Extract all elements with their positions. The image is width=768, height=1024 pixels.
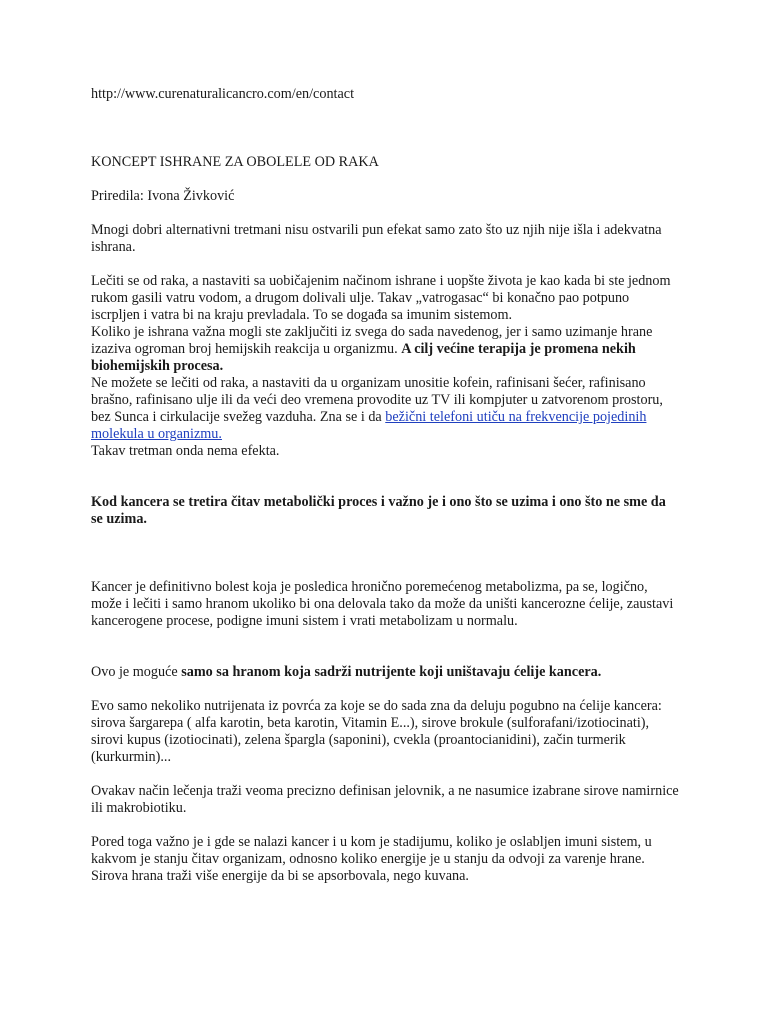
paragraph-no-effect: Takav tretman onda nema efekta.: [91, 443, 280, 459]
paragraph-nutrition-text: Koliko je ishrana važna mogli ste zaključiti iz svega do sada navedenog, jer i samo uzimanje hrane izaziva ogroman broj hemijskih reakcija u organizmu.: [91, 324, 653, 357]
paragraph-possible-bold: samo sa hranom koja sadrži nutrijente koji uništavaju ćelije kancera.: [181, 664, 602, 680]
paragraph-fire-analogy: Lečiti se od raka, a nastaviti sa uobičajenim načinom ishrane i uopšte života je kao kada bi ste jednom rukom gasili vatru vodom, a drugom dolivali ulje. Takav „vatrogasac“ bi konačno pao potpuno iscrpljen i vatra bi na kraju prevladala. To se događa sa imunim sistemom.: [91, 273, 671, 323]
paragraph-menu: Ovakav način lečenja traži veoma precizno definisan jelovnik, a ne nasumice izabrane sirove namirnice ili makrobiotiku.: [91, 783, 679, 816]
paragraph-lifestyle: [91, 375, 681, 443]
paragraph-possible-text: Ovo je moguće: [91, 664, 182, 680]
wireless-phones-link[interactable]: bežični telefoni utiču na frekvencije pojedinih molekula u organizmu.: [91, 409, 647, 442]
document-title: KONCEPT ISHRANE ZA OBOLELE OD RAKA: [91, 154, 379, 170]
author-line: Priredila: Ivona Živković: [91, 188, 235, 204]
document-page: [91, 86, 681, 885]
paragraph-possible: [91, 664, 681, 681]
paragraph-intro: Mnogi dobri alternativni tretmani nisu ostvarili pun efekat samo zato što uz njih nije išla i adekvatna ishrana.: [91, 222, 662, 255]
paragraph-nutrients: Evo samo nekoliko nutrijenata iz povrća za koje se do sada zna da deluju pogubno na ćelije kancera: sirova šargarepa ( alfa karotin, beta karotin, Vitamin E...), sirove brokule (sulforafani/izotiocinati), sirovi kupus (izotiocinati), zelena špargla (saponini), cvekla (proantocianidini), začin turmerik (kurkurmin)...: [91, 698, 662, 765]
metabolic-process-bold: Kod kancera se tretira čitav metabolički proces i važno je i ono što se uzima i ono što ne sme da se uzima.: [91, 494, 666, 527]
paragraph-cancer-definition: Kancer je definitivno bolest koja je posledica hronično poremećenog metabolizma, pa se, logično, može i lečiti i samo hranom ukoliko bi ona delovala tako da može da uništi kancerozne ćelije, zaustavi kancerogene procese, podigne imuni sistem i vrati metabolizam u normalu.: [91, 579, 674, 629]
source-url: http://www.curenaturalicancro.com/en/contact: [91, 86, 355, 102]
paragraph-energy: Pored toga važno je i gde se nalazi kancer i u kom je stadijumu, koliko je oslabljen imuni sistem, u kakvom je stanju čitav organizam, odnosno koliko energije je u stanju da odvoji za varenje hrane. Sirova hrana traži više energije da bi se apsorbovala, nego kuvana.: [91, 834, 652, 884]
paragraph-metabolic-process: [91, 494, 681, 528]
paragraph-nutrition-importance: [91, 324, 681, 375]
paragraph-nutrition-bold: A cilj većine terapija je promena nekih biohemijskih procesa.: [91, 341, 636, 374]
paragraph-lifestyle-text: Ne možete se lečiti od raka, a nastaviti da u organizam unositie kofein, rafinisani šećer, rafinisano brašno, rafinisano ulje ili da veći deo vremena provodite uz TV ili kompjuter u zatvorenom prostoru, bez Sunca i cirkulacije svežeg vazduha. Zna se i da: [91, 375, 663, 425]
